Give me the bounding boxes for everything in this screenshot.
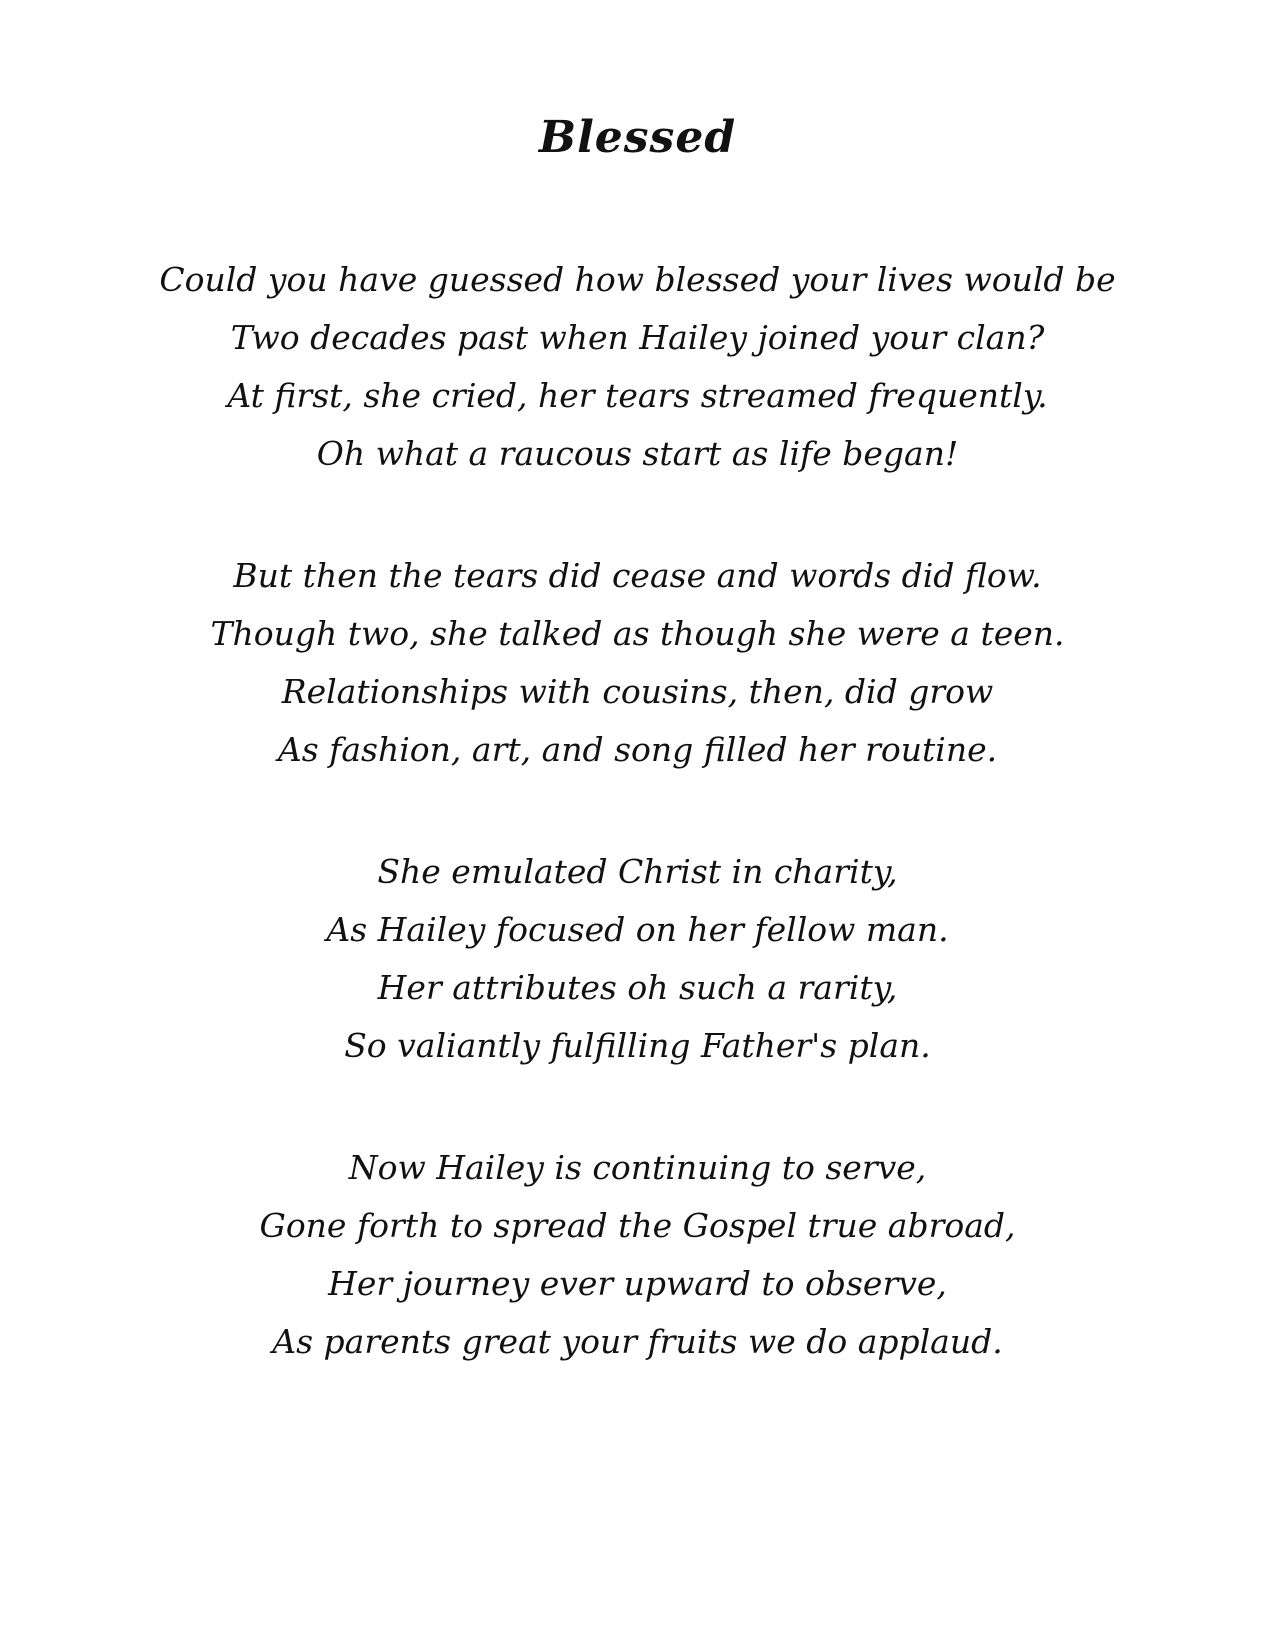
poem-line: As Hailey focused on her fellow man. (326, 910, 949, 949)
poem-line: As fashion, art, and song filled her routine. (277, 730, 998, 769)
poem-line: Her journey ever upward to observe, (328, 1264, 947, 1303)
poem-line: She emulated Christ in charity, (377, 852, 898, 891)
poem-line: Two decades past when Hailey joined your clan? (230, 318, 1045, 357)
poem-stanza-4 (113, 1139, 1163, 1371)
poem-line: Now Hailey is continuing to serve, (348, 1148, 927, 1187)
poem-line: Could you have guessed how blessed your lives would be (159, 260, 1116, 299)
poem-line: But then the tears did cease and words did flow. (233, 556, 1042, 595)
poem-title: Blessed (538, 112, 737, 163)
poem-stanza-1 (113, 251, 1163, 483)
poem-line: Oh what a raucous start as life began! (316, 434, 959, 473)
poem-line: Her attributes oh such a rarity, (377, 968, 898, 1007)
poem-line: As parents great your fruits we do applaud. (272, 1322, 1003, 1361)
poem-stanza-2 (113, 547, 1163, 779)
poem-line: Though two, she talked as though she were a teen. (210, 614, 1065, 653)
poem-line: Relationships with cousins, then, did grow (281, 672, 994, 711)
poem-line: At first, she cried, her tears streamed frequently. (227, 376, 1048, 415)
poem-line: Gone forth to spread the Gospel true abroad, (259, 1206, 1016, 1245)
poem-stanza-3 (113, 843, 1163, 1075)
poem-line: So valiantly fulfilling Father's plan. (344, 1026, 931, 1065)
